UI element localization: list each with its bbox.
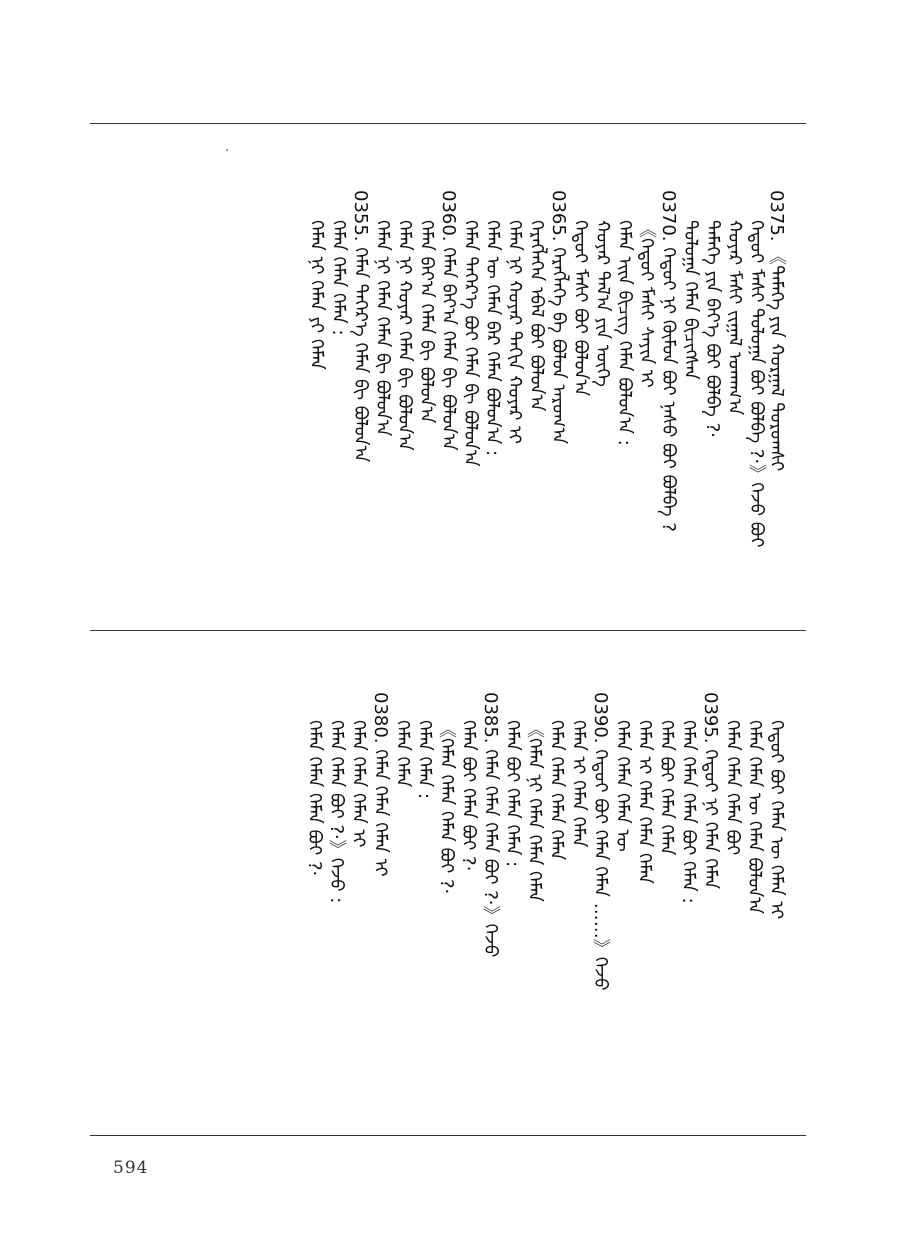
upper-line-2: ᠬᠡᠳᠦᠢ ᠮᠠᠰᠢ ᠳᠤᠯᠤᠭᠠ ᠪᠣᠢ ᠪᠣᠯᠪᠠ ?·》ᠭᠡᠵᠦ ᠪᠣᠢ [746,220,767,548]
upper-line-16: 0360. ᠬᠡᠮᠡᠨ ᠪᠠᠶ᠎ᠠ ᠬᠡᠮᠡᠨ ᠪᠢ ᠪᠣᠯᠤᠨ᠎ᠠ [438,190,459,451]
lower-line-14: 0385. ᠬᠡᠮᠡᠨ ᠬᠡᠮᠡᠨ ᠬᠡᠮᠡᠨ ᠪᠣᠢ ?·》ᠭᠡᠵᠦ [480,692,501,958]
upper-line-9: ᠬᠣᠶᠠᠷ ᠲᠠᠯ᠎ᠠ ᠶᠢᠨ ᠦᠭᠡ [592,220,613,387]
upper-line-13: ᠬᠡᠮᠡᠨ ᠨᠢ ᠬᠣᠶᠠᠷ ᠳᠠᠬᠢᠨ ᠬᠣᠶᠠᠷ ᠢ [504,220,525,444]
lower-line-20: ᠬᠡᠮᠡᠨ ᠬᠡᠮᠡᠨ ᠬᠡᠮᠡᠨ ᠢ [348,720,369,848]
upper-line-8: ᠬᠡᠮᠡᠨ ᠡᠢᠨ ᠪᠢᠴᠢᠭ ᠬᠡᠮᠡᠨ ᠪᠣᠯᠤᠨ᠎ᠠ : [614,220,635,446]
upper-line-5: ᠳᠤᠯᠤᠭᠠ ᠬᠡᠮᠡᠨ ᠪᠢᠴᠢᠭᠰᠡᠨ [680,220,701,380]
page-number: 594 [113,1158,149,1178]
upper-line-20: 0355. ᠬᠡᠮᠡᠨ ᠳᠡᠭᠡᠷ᠎ᠡ ᠬᠡᠮᠡᠨ ᠪᠢ ᠪᠣᠯᠤᠨ᠎ᠠ [350,190,371,463]
lower-line-8: ᠬᠡᠮᠡᠨ ᠬᠡᠮᠡᠨ ᠬᠡᠮᠡᠨ ᠦ [612,720,633,852]
upper-line-15: ᠬᠡᠮᠡᠨ ᠳᠡᠭᠡᠷ᠎ᠡ ᠪᠣᠢ ᠬᠡᠮᠡᠨ ᠪᠢ ᠪᠣᠯᠤᠨ᠎ᠠ [460,220,481,467]
lower-line-5: ᠬᠡᠮᠡᠨ ᠬᠡᠮᠡᠨ ᠬᠡᠮᠡᠨ ᠪᠣᠢ ᠬᠡᠮᠡᠨ : [678,720,699,904]
upper-line-19: ᠬᠡᠮᠡᠨ ᠨᠢ ᠬᠡᠮᠡᠨ ᠬᠡᠮᠡᠨ ᠪᠢ ᠪᠣᠯᠤᠨ᠎ᠠ [372,220,393,437]
lower-line-1: ᠬᠡᠳᠦᠢ ᠪᠣᠢ ᠬᠡᠮᠡᠨ ᠦ ᠬᠡᠮᠡᠨ ᠢ [766,720,787,920]
bottom-rule [90,1135,806,1136]
lower-line-22: ᠬᠡᠮᠡᠨ ᠬᠡᠮᠡᠨ ᠬᠡᠮᠡᠨ ᠪᠣᠢ ?· [304,720,325,877]
lower-line-11: ᠬᠡᠮᠡᠨ ᠬᠡᠮᠡᠨ ᠬᠡᠮᠡᠨ ᠬᠡᠮᠡᠨ [546,720,567,861]
upper-line-11: 0365. ᠬᠡᠷᠡᠭᠯᠡᠭᠡ ᠪᠡ ᠪᠣᠯᠤᠨ ᠠᠷᠤᠭ᠎ᠠ [548,190,569,445]
speck-mark [226,149,228,151]
upper-line-1: 0375. 《ᠲᠡᠮᠡᠭᠡ ᠶᠢᠨ ᠬᠤᠷᠭᠠᠯ ᠳᠣᠷᠤᠭᠰᠢ [766,190,787,472]
upper-line-6: 0370. ᠬᠡᠳᠦᠢ ᠨᠢ ᠬᠦᠮᠦᠨ ᠪᠣᠢ ᠨᠠᠰᠤ ᠪᠣᠢ ᠪᠣᠯᠪᠠ ? [658,190,679,532]
upper-line-12: ᠬᠡᠷᠡᠭᠯᠡᠭᠡᠨ ᠡᠪᠡᠯ ᠪᠣᠢ ᠪᠣᠯᠤᠨ᠎ᠠ [526,220,547,412]
lower-line-12: 《ᠬᠡᠮᠡᠨ ᠨᠢ ᠬᠡᠮᠡᠨ ᠬᠡᠮᠡᠨ ᠬᠡᠮᠡᠨ [524,720,545,902]
upper-line-7: 《ᠬᠡᠳᠦᠢ ᠮᠠᠰᠢ ᠰᠠᠶᠢᠨ ᠢ [636,220,657,388]
lower-line-10: ᠬᠡᠮᠡᠨ ᠢ ᠬᠡᠮᠡᠨ ᠬᠡᠮᠡᠨ [568,720,589,848]
upper-line-10: ᠬᠡᠳᠦᠢ ᠮᠠᠰᠢ ᠪᠣᠢ ᠪᠣᠯᠤᠨ᠎ᠠ [570,220,591,397]
lower-line-4: 0395. ᠬᠡᠳᠦᠢ ᠨᠢ ᠬᠡᠮᠡᠨ ᠬᠡᠮᠡᠨ [700,692,721,890]
lower-line-3: ᠬᠡᠮᠡᠨ ᠬᠡᠮᠡᠨ ᠬᠡᠮᠡᠨ ᠪᠣᠢ [722,720,743,856]
upper-line-21: ᠬᠡᠮᠡᠨ ᠬᠡᠮᠡᠨ ᠬᠡᠮᠡᠨ : [328,220,349,336]
lower-line-19: 0380. ᠬᠡᠮᠡᠨ ᠬᠡᠮᠡᠨ ᠬᠡᠮᠡᠨ ᠢ [370,692,391,877]
lower-line-6: ᠬᠡᠮᠡᠨ ᠪᠣᠢ ᠬᠡᠮᠡᠨ ᠬᠡᠮᠡᠨ [656,720,677,856]
upper-line-3: ᠬᠣᠶᠠᠷ ᠮᠠᠰᠢ ᠵᠢᠭᠠᠯ ᠤᠬᠠᠭ᠎ᠠ [724,220,745,416]
lower-line-13: ᠬᠡᠮᠡᠨ ᠪᠣᠢ ᠬᠡᠮᠡᠨ ᠬᠡᠮᠡᠨ : [502,720,523,868]
lower-line-7: ᠬᠡᠮᠡᠨ ᠢ ᠬᠡᠮᠡᠨ ᠬᠡᠮᠡᠨ ᠬᠡᠮᠡᠨ [634,720,655,884]
upper-line-17: ᠬᠡᠮᠡᠨ ᠪᠠᠶ᠎ᠠ ᠬᠡᠮᠡᠨ ᠪᠢ ᠪᠣᠯᠤᠨ᠎ᠠ [416,220,437,424]
top-rule [90,123,806,124]
lower-line-18: ᠬᠡᠮᠡᠨ ᠬᠡᠮᠡᠨ [392,720,413,788]
lower-line-9: 0390. ᠬᠡᠳᠦᠢ ᠪᠣᠢ ᠬᠡᠮᠡᠨ ᠬᠡᠮᠡᠨ ……》ᠭᠡᠵᠦ [590,692,611,991]
middle-rule [90,630,806,631]
lower-line-21: ᠬᠡᠮᠡᠨ ᠬᠡᠮᠡᠨ ᠪᠣᠢ ?·》ᠭᠡᠵᠦ : [326,720,347,904]
upper-line-18: ᠬᠡᠮᠡᠨ ᠨᠢ ᠬᠣᠶᠠᠷ ᠬᠡᠮᠡᠨ ᠪᠢ ᠪᠣᠯᠤᠨ᠎ᠠ [394,220,415,451]
upper-line-22: ᠬᠡᠮᠡᠨ ᠨᠢ ᠬᠡᠮᠡᠨ ᠶᠢ ᠬᠡᠮᠡᠨ [306,220,327,370]
upper-line-4: ᠲᠡᠮᠡᠭᠡ ᠶᠢᠨ ᠪᠡᠶ᠎ᠡ ᠪᠣᠢ ᠪᠣᠯᠪᠠ ?· [702,220,723,438]
lower-line-2: ᠬᠡᠮᠡᠨ ᠬᠡᠮᠡᠨ ᠦ ᠬᠡᠮᠡᠨ ᠪᠣᠯᠤᠨ᠎ᠠ [744,720,765,915]
upper-line-14: ᠬᠡᠮᠡᠨ ᠦ ᠬᠡᠮᠡᠨ ᠪᠡᠷ ᠬᠡᠮᠡᠨ ᠪᠣᠯᠤᠨ᠎ᠠ : [482,220,503,457]
lower-line-17: ᠬᠡᠮᠡᠨ ᠬᠡᠮᠡᠨ : [414,720,435,800]
lower-line-16: 《ᠬᠡᠮᠡᠨ ᠬᠡᠮᠡᠨ ᠬᠡᠮᠡᠨ ᠪᠣᠢ ?· [436,720,457,895]
lower-line-15: ᠬᠡᠮᠡᠨ ᠪᠣᠢ ᠬᠡᠮᠡᠨ ᠪᠣᠢ ?· [458,720,479,872]
